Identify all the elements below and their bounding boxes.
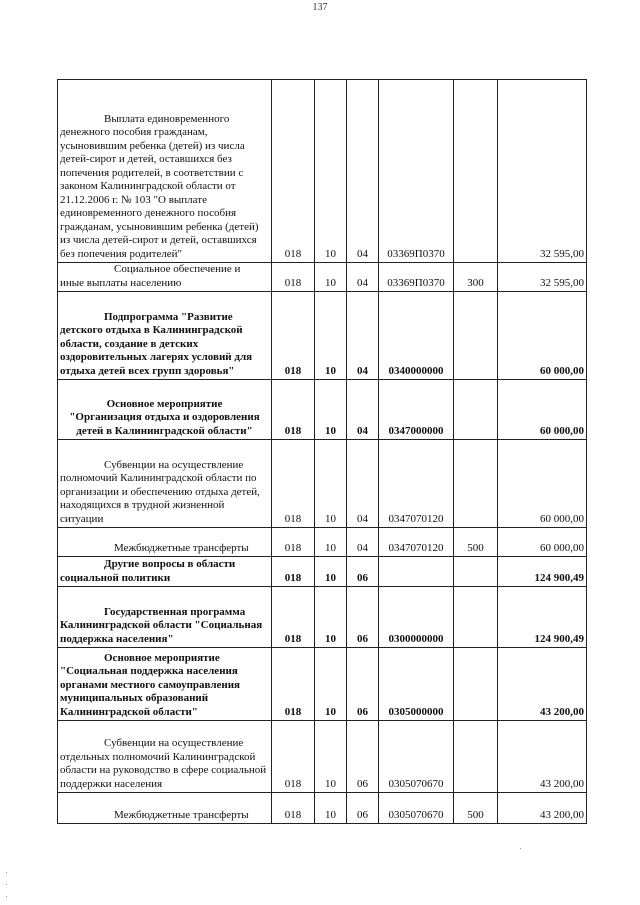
vr-cell	[454, 292, 498, 380]
table-row	[58, 557, 587, 587]
ved-cell: 018	[272, 648, 315, 721]
row-name-lead: Основное мероприятие	[104, 651, 220, 664]
rz-cell: 10	[315, 587, 347, 648]
row-name-lead: Основное мероприятие	[106, 397, 223, 410]
vr-cell: 500	[454, 528, 498, 557]
row-name-rest: отдельных полномочий Калининградской области на руководство в сфере социальной поддержки населения	[60, 750, 267, 790]
rz-cell: 10	[315, 648, 347, 721]
row-name-cell	[58, 587, 272, 648]
ved-cell: 018	[272, 380, 315, 440]
row-name-lead: Подпрограмма "Развитие	[104, 310, 233, 323]
vr-cell	[454, 721, 498, 793]
pr-cell: 04	[347, 80, 379, 263]
csr-cell: 0347070120	[379, 528, 454, 557]
csr-cell: 03369П0370	[379, 80, 454, 263]
rz-cell: 10	[315, 380, 347, 440]
pr-cell: 06	[347, 721, 379, 793]
row-name-lead: Выплата единовременного	[104, 112, 230, 125]
table-row	[58, 587, 587, 648]
pr-cell: 04	[347, 380, 379, 440]
sum-cell: 43 200,00	[498, 793, 587, 824]
row-name-lead: Межбюджетные трансферты	[114, 808, 249, 821]
row-name-rest: полномочий Калининградской области по организации и обеспечению отдыха детей, находящихся в трудной жизненной ситуации	[60, 472, 260, 525]
sum-cell: 60 000,00	[498, 440, 587, 528]
row-name-cell	[58, 557, 272, 587]
pr-cell: 06	[347, 793, 379, 824]
csr-cell: 0305000000	[379, 648, 454, 721]
row-name-cell	[58, 263, 272, 292]
row-name-cell	[58, 380, 272, 440]
pr-cell: 04	[347, 263, 379, 292]
table-row	[58, 80, 587, 263]
row-name-cell	[58, 721, 272, 793]
csr-cell: 0340000000	[379, 292, 454, 380]
ved-cell: 018	[272, 528, 315, 557]
ved-cell: 018	[272, 587, 315, 648]
sum-cell: 60 000,00	[498, 380, 587, 440]
vr-cell	[454, 440, 498, 528]
table-row	[58, 648, 587, 721]
table-row	[58, 292, 587, 380]
sum-cell: 124 900,49	[498, 587, 587, 648]
row-name-lead: Социальное обеспечение и	[114, 263, 241, 275]
row-name-cell	[58, 440, 272, 528]
ved-cell: 018	[272, 80, 315, 263]
sum-cell: 43 200,00	[498, 721, 587, 793]
sum-cell: 60 000,00	[498, 292, 587, 380]
csr-cell: 03369П0370	[379, 263, 454, 292]
vr-cell	[454, 648, 498, 721]
row-name-rest: "Социальная поддержка населения органами местного самоуправления муниципальных образований Калининградской области"	[60, 665, 241, 718]
scan-speck	[6, 896, 7, 897]
csr-cell: 0347000000	[379, 380, 454, 440]
ved-cell: 018	[272, 793, 315, 824]
csr-cell: 0347070120	[379, 440, 454, 528]
rz-cell: 10	[315, 528, 347, 557]
row-name-cell	[58, 292, 272, 380]
csr-cell	[379, 557, 454, 587]
sum-cell: 32 595,00	[498, 80, 587, 263]
row-name-cell	[58, 528, 272, 557]
row-name-cell	[58, 80, 272, 263]
row-name-rest: денежного пособия гражданам, усыновившим ребенка (детей) из числа детей-сирот и детей, оставшихся без попечения родителей, в соответствии с законом Калининградской области от 21.12.2006 г. № 103 "О выплате единовременного денежного пособия гражданам, усыновившим ребенка (детей) из числа детей-сирот и детей, оставшихся без попечения родителей"	[60, 126, 259, 260]
table-row	[58, 263, 587, 292]
row-name-lead: Субвенции на осуществление	[104, 458, 244, 471]
pr-cell: 06	[347, 557, 379, 587]
row-name-lead: Другие вопросы в области	[104, 558, 236, 570]
table-row	[58, 440, 587, 528]
row-name-cell	[58, 793, 272, 824]
rz-cell: 10	[315, 292, 347, 380]
ved-cell: 018	[272, 292, 315, 380]
sum-cell: 43 200,00	[498, 648, 587, 721]
row-name-rest: иные выплаты населению	[60, 276, 182, 289]
rz-cell: 10	[315, 440, 347, 528]
sum-cell: 60 000,00	[498, 528, 587, 557]
ved-cell: 018	[272, 557, 315, 587]
csr-cell: 0300000000	[379, 587, 454, 648]
pr-cell: 04	[347, 440, 379, 528]
scan-speck	[6, 872, 7, 873]
vr-cell: 300	[454, 263, 498, 292]
scan-speck	[520, 848, 521, 849]
rz-cell: 10	[315, 721, 347, 793]
page-number: 137	[312, 2, 328, 13]
rz-cell: 10	[315, 793, 347, 824]
csr-cell: 0305070670	[379, 793, 454, 824]
pr-cell: 06	[347, 648, 379, 721]
row-name-rest: Калининградской области "Социальная поддержка населения"	[60, 619, 263, 645]
row-name-rest: "Организация отдыха и оздоровления детей в Калининградской области"	[69, 411, 260, 437]
pr-cell: 04	[347, 292, 379, 380]
rz-cell: 10	[315, 557, 347, 587]
row-name-cell	[58, 648, 272, 721]
sum-cell: 32 595,00	[498, 263, 587, 292]
sum-cell: 124 900,49	[498, 557, 587, 587]
scan-speck	[6, 884, 7, 885]
pr-cell: 06	[347, 587, 379, 648]
rz-cell: 10	[315, 80, 347, 263]
row-name-lead: Государственная программа	[104, 605, 246, 618]
table-row	[58, 721, 587, 793]
vr-cell: 500	[454, 793, 498, 824]
ved-cell: 018	[272, 440, 315, 528]
row-name-lead: Субвенции на осуществление	[104, 737, 244, 749]
vr-cell	[454, 380, 498, 440]
row-name-lead: Межбюджетные трансферты	[114, 541, 249, 554]
row-name-rest: детского отдыха в Калининградской области, создание в детских оздоровительных лагерях условий для отдыха детей всех групп здоровья"	[60, 324, 253, 377]
vr-cell	[454, 587, 498, 648]
row-name-rest: социальной политики	[60, 571, 171, 584]
vr-cell	[454, 557, 498, 587]
table-row	[58, 380, 587, 440]
budget-table	[57, 79, 587, 824]
ved-cell: 018	[272, 263, 315, 292]
table-row	[58, 528, 587, 557]
ved-cell: 018	[272, 721, 315, 793]
pr-cell: 04	[347, 528, 379, 557]
csr-cell: 0305070670	[379, 721, 454, 793]
rz-cell: 10	[315, 263, 347, 292]
vr-cell	[454, 80, 498, 263]
table-row	[58, 793, 587, 824]
